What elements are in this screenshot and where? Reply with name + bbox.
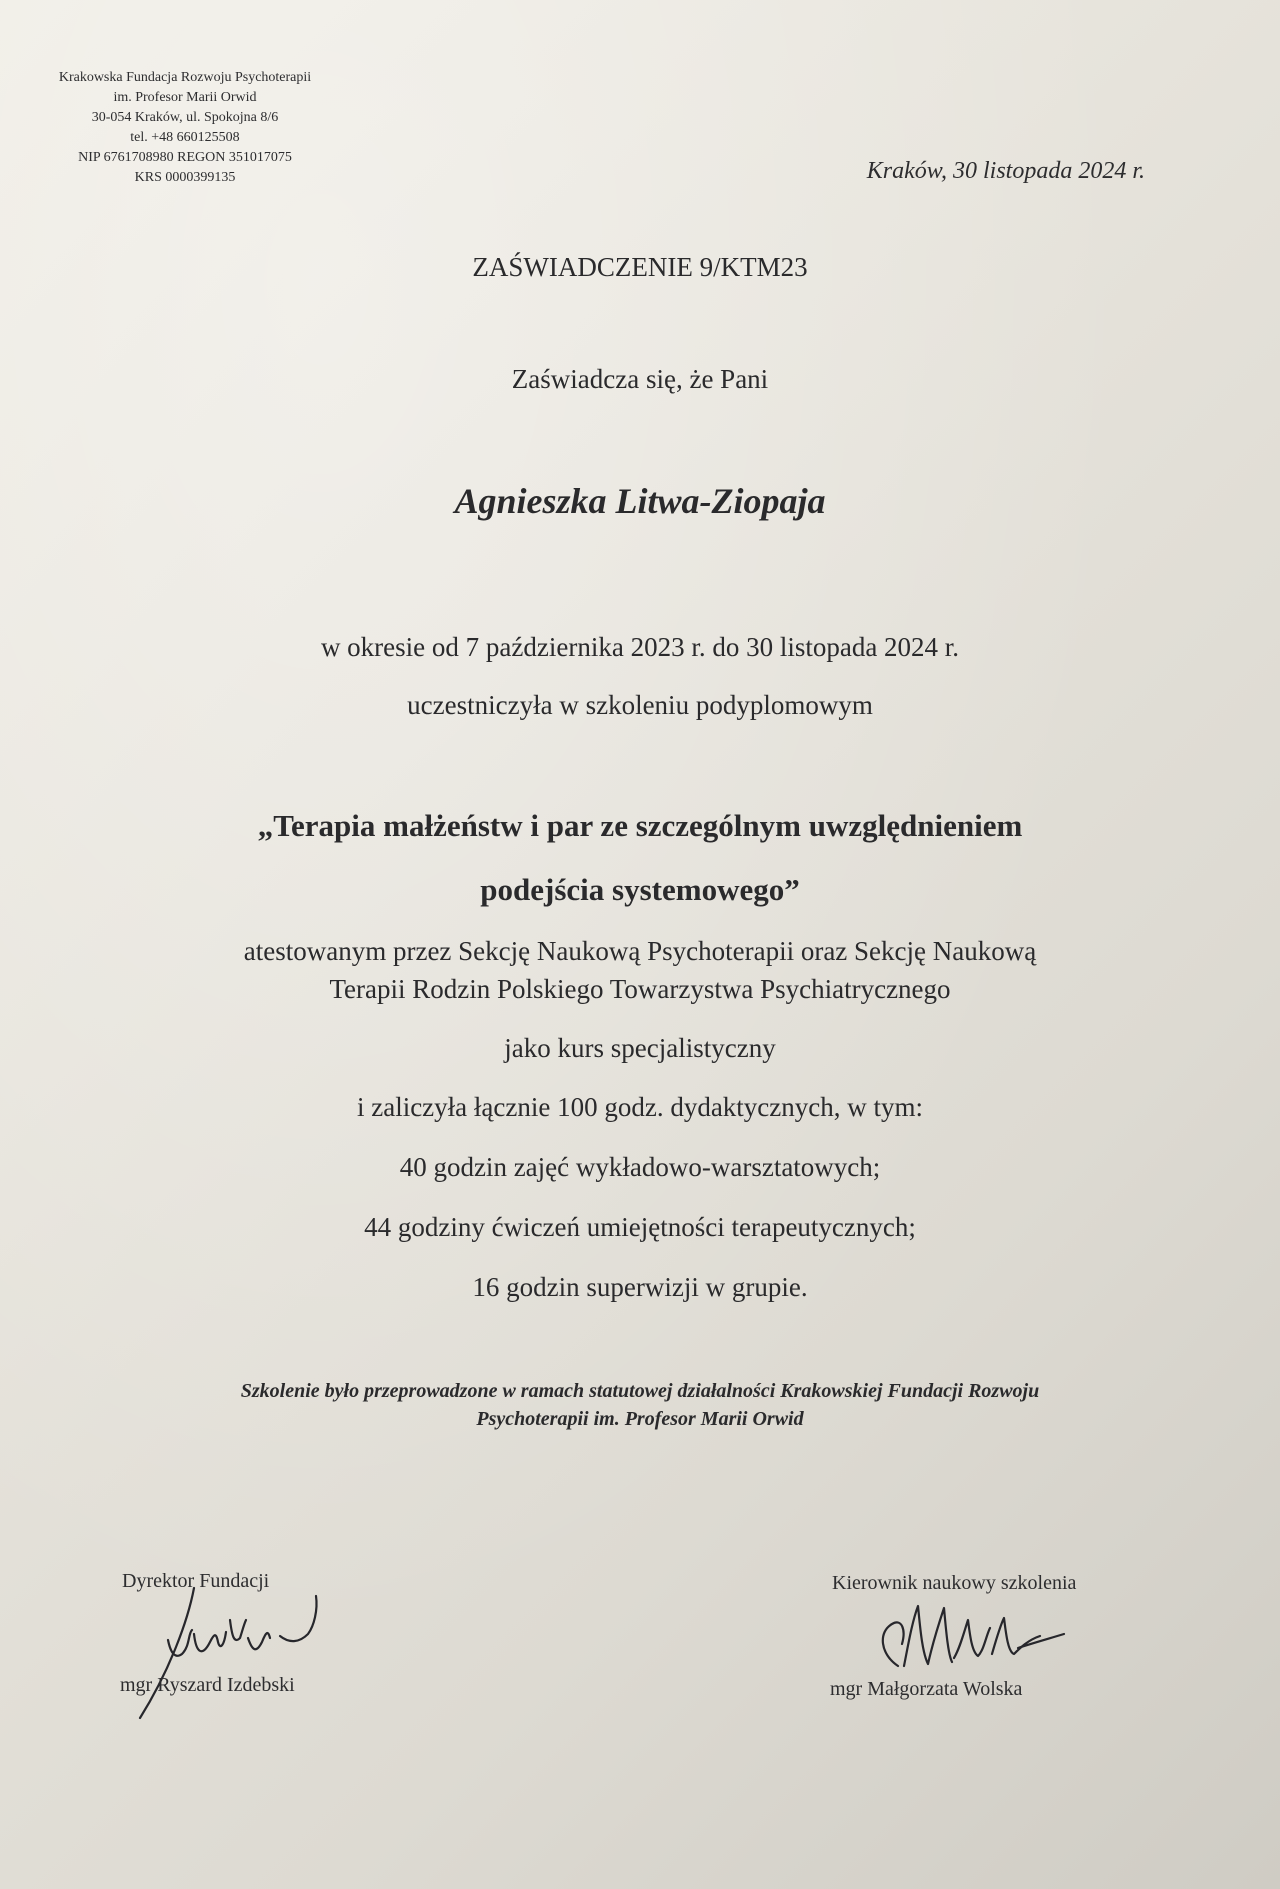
hours-supervision: 16 godzin superwizji w grupie. xyxy=(472,1272,808,1302)
org-address: 30-054 Kraków, ul. Spokojna 8/6 xyxy=(91,110,279,125)
course-title-line-1: „Terapia małżeństw i par ze szczególnym uwzględnieniem xyxy=(257,808,1023,843)
course-kind: jako kurs specjalistyczny xyxy=(504,1033,776,1063)
hours-lectures: 40 godzin zajęć wykładowo-warsztatowych; xyxy=(399,1152,881,1182)
scientific-head-role: Kierownik naukowy szkolenia xyxy=(832,1572,1077,1594)
statutory-note-line-2: Psychoterapii im. Profesor Marii Orwid xyxy=(476,1408,804,1430)
hours-summary: i zaliczyła łącznie 100 godz. dydaktycznych, w tym: xyxy=(356,1092,924,1122)
attestation-line-1: atestowanym przez Sekcję Naukową Psychoterapii oraz Sekcję Naukową xyxy=(243,936,1037,966)
statutory-note-line-1: Szkolenie było przeprowadzone w ramach statutowej działalności Krakowskiej Fundacji Rozwoju xyxy=(240,1380,1040,1402)
org-krs: KRS 0000399135 xyxy=(134,170,236,185)
org-name: Krakowska Fundacja Rozwoju Psychoterapii xyxy=(58,70,312,85)
certificate-title: ZAŚWIADCZENIE 9/KTM23 xyxy=(472,252,808,282)
org-tax-ids: NIP 6761708980 REGON 351017075 xyxy=(78,150,292,165)
hours-exercises: 44 godziny ćwiczeń umiejętności terapeutycznych; xyxy=(364,1212,916,1242)
participation-text: uczestniczyła w szkoleniu podyplomowym xyxy=(407,690,873,720)
attestation-line-2: Terapii Rodzin Polskiego Towarzystwa Psychiatrycznego xyxy=(329,974,951,1004)
director-signature xyxy=(130,1580,350,1730)
course-title-line-2: podejścia systemowego” xyxy=(480,872,800,907)
scientific-head-signature xyxy=(868,1596,1078,1676)
org-patron: im. Profesor Marii Orwid xyxy=(113,90,257,105)
recipient-name: Agnieszka Litwa-Ziopaja xyxy=(454,481,826,521)
issue-date: Kraków, 30 listopada 2024 r. xyxy=(866,158,1145,184)
certificate-intro: Zaświadcza się, że Pani xyxy=(511,364,769,394)
org-phone: tel. +48 660125508 xyxy=(130,130,240,145)
organization-header xyxy=(40,68,330,188)
director-role: Dyrektor Fundacji xyxy=(122,1570,270,1592)
director-name: mgr Ryszard Izdebski xyxy=(120,1674,295,1696)
training-period: w okresie od 7 października 2023 r. do 30 listopada 2024 r. xyxy=(320,632,960,662)
scientific-head-name: mgr Małgorzata Wolska xyxy=(830,1678,1023,1700)
